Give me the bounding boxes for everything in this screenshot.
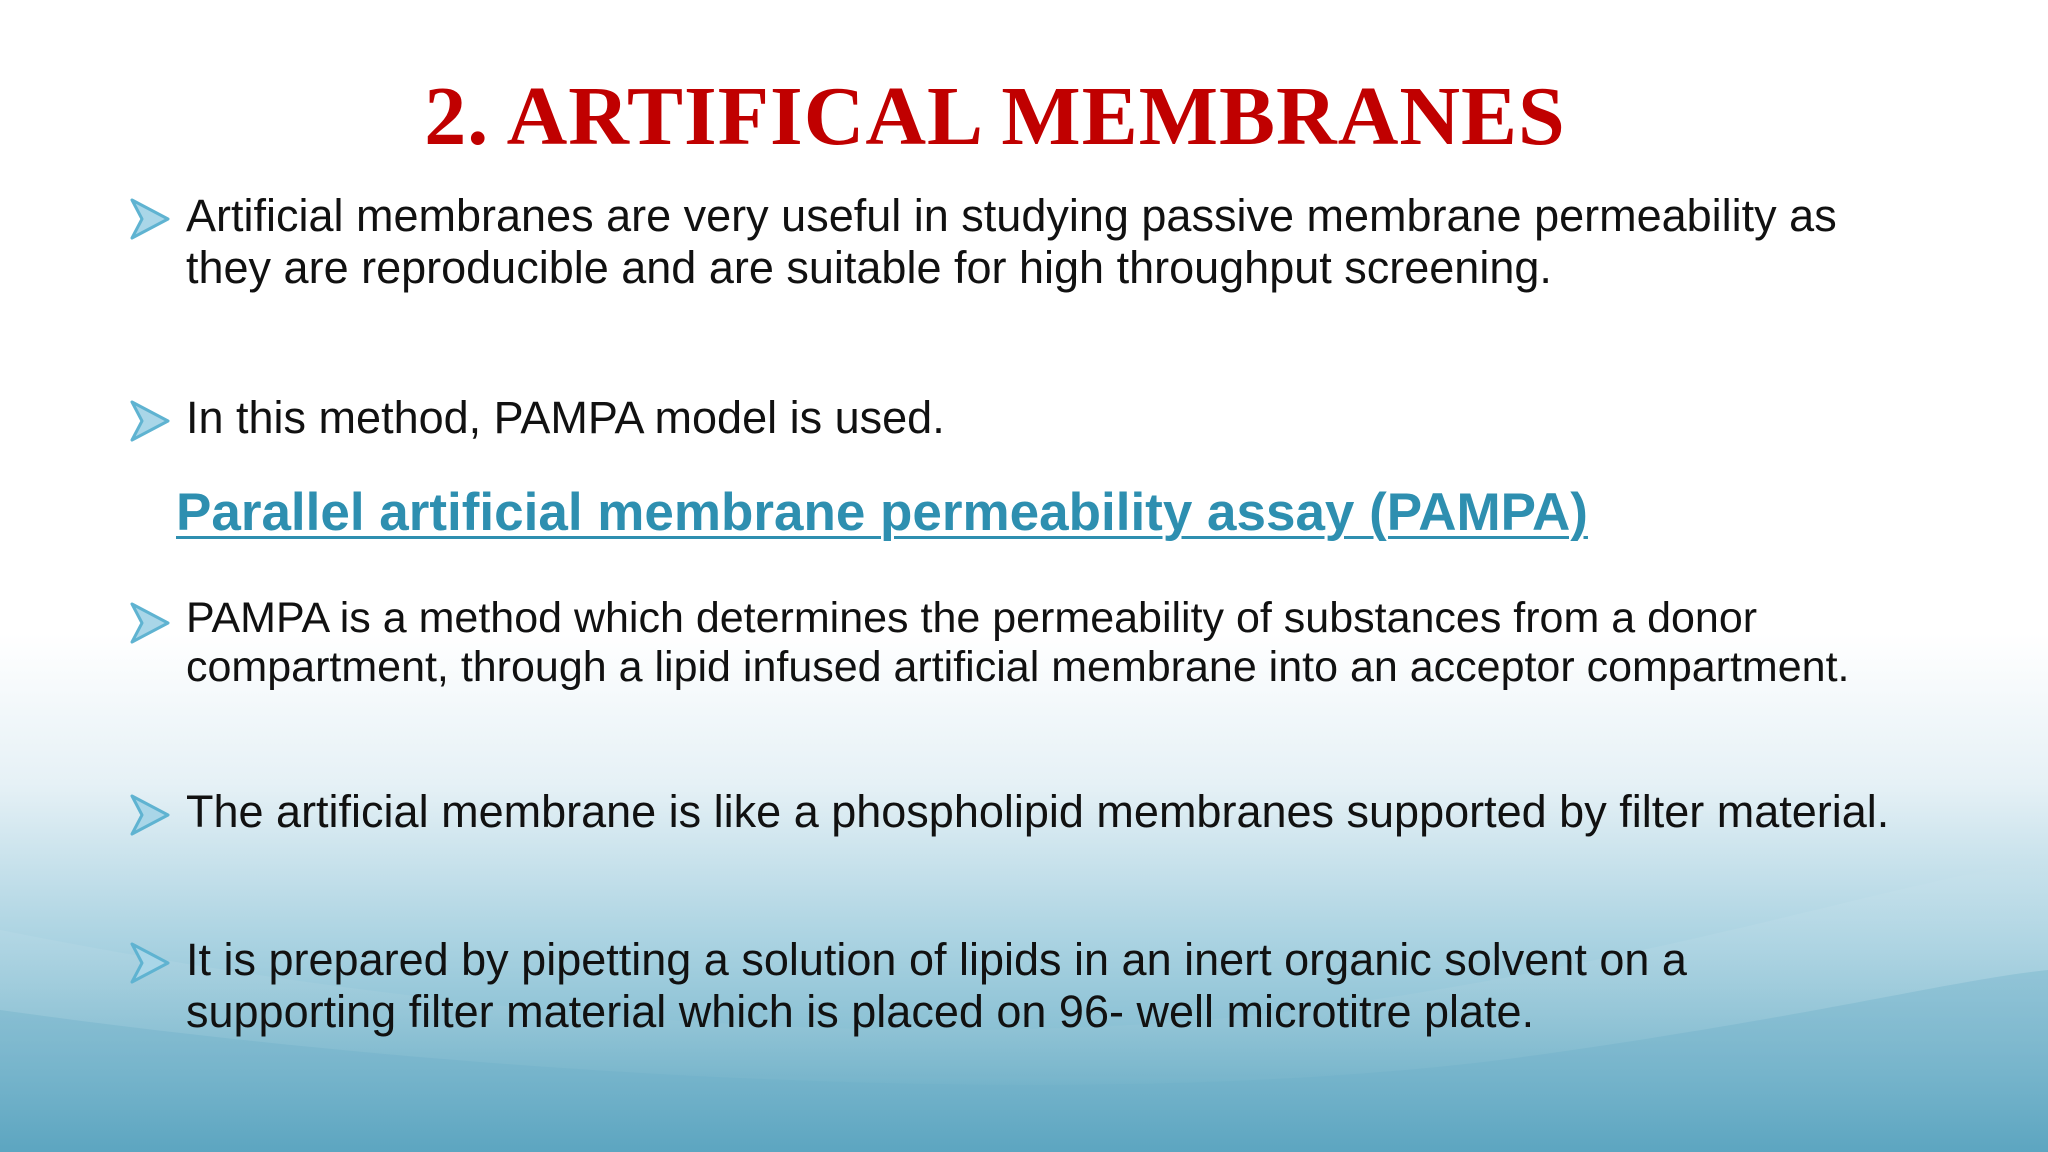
bullet-item	[130, 594, 1890, 692]
bullet-item	[130, 392, 1890, 444]
arrow-bullet-icon	[130, 940, 170, 986]
bullet-text: The artificial membrane is like a phospholipid membranes supported by filter material.	[186, 786, 1890, 837]
bullet-text: It is prepared by pipetting a solution of lipids in an inert organic solvent on a supporting filter material which is placed on 96- well microtitre plate.	[186, 934, 1687, 1037]
arrow-bullet-icon	[130, 600, 170, 646]
arrow-bullet-icon	[130, 196, 170, 242]
arrow-bullet-icon	[130, 398, 170, 444]
bullet-text: PAMPA is a method which determines the permeability of substances from a donor compartment, through a lipid infused artificial membrane into an acceptor compartment.	[186, 594, 1850, 691]
bullet-text: In this method, PAMPA model is used.	[186, 392, 945, 443]
bullet-item	[130, 786, 1890, 838]
bullet-text: Artificial membranes are very useful in studying passive membrane permeability as they are reproducible and are suitable for high throughput screening.	[186, 190, 1837, 293]
bullet-item	[130, 934, 1890, 1038]
bullet-item	[130, 190, 1890, 294]
section-subheading: Parallel artificial membrane permeability assay (PAMPA)	[176, 483, 1588, 542]
slide-title: 2. ARTIFICAL MEMBRANES	[424, 70, 1566, 163]
arrow-bullet-icon	[130, 792, 170, 838]
